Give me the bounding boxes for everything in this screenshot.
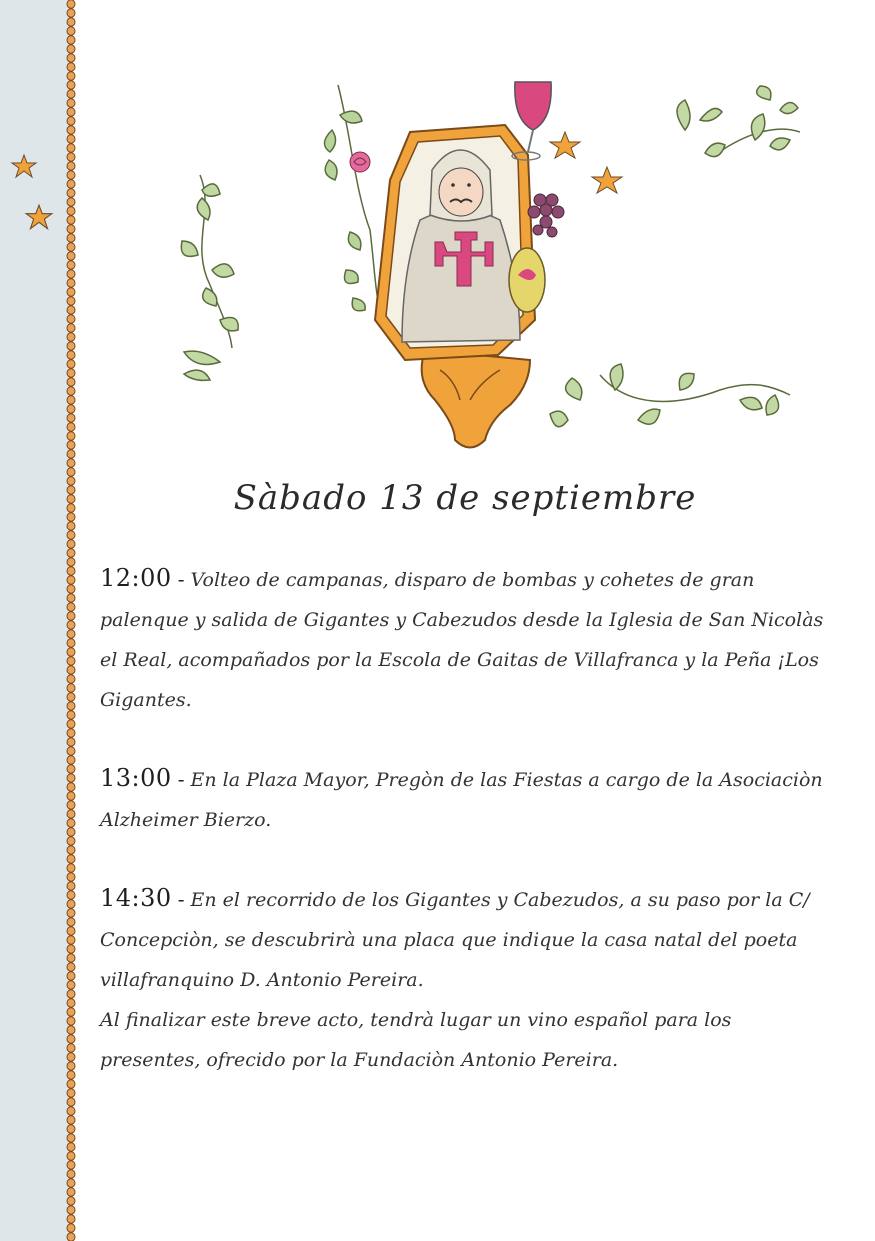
bead [67,873,75,881]
bead [67,63,75,71]
bead [67,711,75,719]
bead [67,396,75,404]
bead [67,216,75,224]
event-paragraph [100,758,835,840]
bead [67,1098,75,1106]
bead [67,576,75,584]
bead [67,189,75,197]
event-description: En la Plaza Mayor, Pregòn de las Fiestas a cargo de la Asociaciòn Alzheimer Bierzo. [100,769,823,831]
bead [67,927,75,935]
bead [67,117,75,125]
bead [67,558,75,566]
bead [67,423,75,431]
bead [67,981,75,989]
star-icon [10,154,38,180]
bead [67,279,75,287]
bead [67,522,75,530]
bead [67,1017,75,1025]
bead [67,432,75,440]
bead [67,693,75,701]
bead [67,153,75,161]
bead [67,1089,75,1097]
bead [67,405,75,413]
bead [67,9,75,17]
bead [67,810,75,818]
bead [67,702,75,710]
bead [67,882,75,890]
bead [67,675,75,683]
vine-icon [550,364,790,427]
bead [67,801,75,809]
bead [67,1197,75,1205]
bead [67,0,75,8]
event-description: En el recorrido de los Gigantes y Cabezudos, a su paso por la C/ Concepciòn, se descubrirà una placa que indique la casa natal del poeta villafranquino D. Antonio Pereira. [100,889,810,991]
bead [67,1224,75,1232]
bead [67,360,75,368]
pilgrim-portrait-illustration [160,70,800,470]
vine-icon [181,175,238,380]
bead [67,657,75,665]
bead [67,774,75,782]
bead [67,270,75,278]
bead [67,162,75,170]
bead [67,738,75,746]
bead [67,864,75,872]
bead [67,108,75,116]
bead [67,765,75,773]
bead [67,630,75,638]
bead [67,198,75,206]
bead [67,603,75,611]
event-dash: - [177,767,185,791]
bead [67,27,75,35]
bead [67,639,75,647]
bead [67,126,75,134]
event-time: 13:00 [100,764,172,792]
star-icon [550,132,580,158]
bead [67,1062,75,1070]
event-description: Volteo de campanas, disparo de bombas y cohetes de gran palenque y salida de Gigantes y Cabezudos desde la Iglesia de San Nicolàs el Real, acompañados por la Escola de Gaitas de Villafranca y la Peña ¡Los Gigantes. [100,569,824,711]
rose-icon [350,152,370,172]
bead [67,1080,75,1088]
bead [67,594,75,602]
bead [67,684,75,692]
bead-border [64,0,78,1241]
bead [67,1053,75,1061]
bead [67,567,75,575]
bead [67,1206,75,1214]
vine-icon [324,85,385,330]
event-paragraph [100,878,835,1000]
bead [67,315,75,323]
bead [67,135,75,143]
event-note: Al finalizar este breve acto, tendrà lugar un vino español para los presentes, ofrecido por la Fundaciòn Antonio Pereira. [100,1009,732,1071]
bead [67,756,75,764]
bead [67,81,75,89]
bead [67,333,75,341]
bead [67,909,75,917]
bead [67,783,75,791]
bead [67,45,75,53]
bead [67,378,75,386]
bead [67,999,75,1007]
bead [67,1143,75,1151]
bead [67,288,75,296]
bead [67,828,75,836]
bead [67,171,75,179]
bead [67,819,75,827]
star-icon [592,167,622,193]
bead [67,1125,75,1133]
bead [67,846,75,854]
event-dash: - [177,887,185,911]
bead [67,990,75,998]
bead [67,891,75,899]
bead [67,1035,75,1043]
bead [67,144,75,152]
bead [67,1044,75,1052]
bead [67,369,75,377]
bead [67,1170,75,1178]
bead [67,972,75,980]
bead [67,36,75,44]
bead [67,252,75,260]
bead [67,1134,75,1142]
bead [67,936,75,944]
bead [67,243,75,251]
bead [67,1188,75,1196]
event-time: 14:30 [100,884,172,912]
bead [67,549,75,557]
bead [67,837,75,845]
bead [67,207,75,215]
event-item [100,558,835,720]
event-time: 12:00 [100,564,172,592]
bead [67,306,75,314]
event-dash: - [177,567,185,591]
bead [67,954,75,962]
bead [67,72,75,80]
bead [67,1161,75,1169]
bead [67,1215,75,1223]
bead [67,585,75,593]
bead [67,621,75,629]
star-icon [24,203,54,233]
bead [67,729,75,737]
bead [67,351,75,359]
event-paragraph [100,558,835,720]
bead [67,900,75,908]
bead [67,747,75,755]
bead [67,387,75,395]
bead [67,90,75,98]
bead [67,1179,75,1187]
bead [67,414,75,422]
bead [67,261,75,269]
sidebar-panel [0,0,72,1241]
bead [67,1152,75,1160]
bead [67,297,75,305]
bead [67,1008,75,1016]
bead [67,1233,75,1241]
grapes-icon [528,194,564,237]
bead [67,531,75,539]
bead [67,450,75,458]
event-item [100,758,835,840]
bead [67,1026,75,1034]
bead [67,441,75,449]
bead [67,18,75,26]
bead [67,792,75,800]
bead [67,612,75,620]
bead [67,945,75,953]
bead [67,720,75,728]
bead [67,648,75,656]
heraldic-shield-icon [509,248,545,312]
bead [67,54,75,62]
bead [67,1071,75,1079]
bead [67,342,75,350]
page-heading: Sàbado 13 de septiembre [233,478,697,518]
vine-icon [677,86,800,157]
bead [67,855,75,863]
bead [67,666,75,674]
event-list [100,558,835,1118]
bead [67,225,75,233]
bead [67,99,75,107]
bead [67,963,75,971]
bead [67,459,75,467]
event-item [100,878,835,1080]
bead [67,180,75,188]
bead [67,1107,75,1115]
bead [67,234,75,242]
bead [67,540,75,548]
bead [67,468,75,476]
bead [67,1116,75,1124]
bead [67,324,75,332]
bead [67,918,75,926]
